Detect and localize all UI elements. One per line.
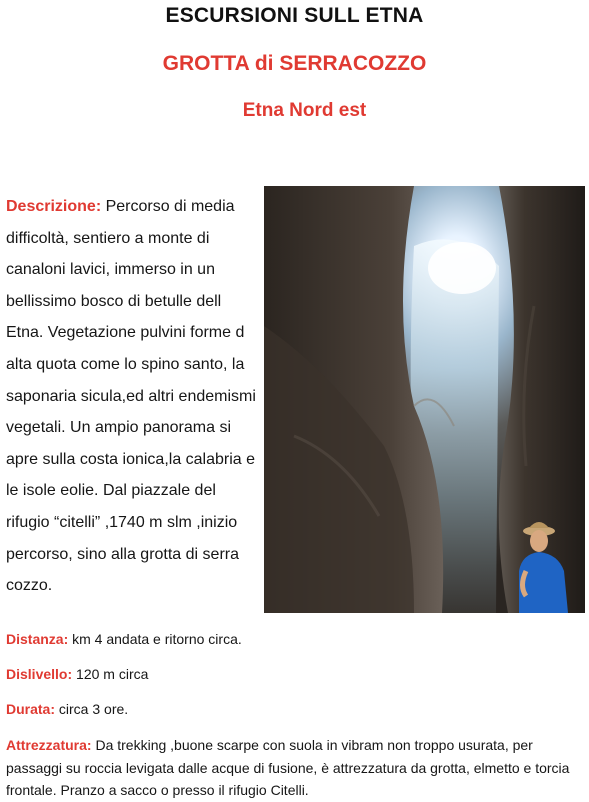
equipment-paragraph [6, 734, 584, 802]
distance-line [6, 631, 242, 647]
elevation-value: 120 m circa [72, 666, 149, 682]
description-paragraph [6, 191, 256, 602]
equipment-label: Attrezzatura: [6, 737, 92, 753]
page-title: ESCURSIONI SULL ETNA [165, 4, 424, 27]
distance-label: Distanza: [6, 631, 69, 647]
duration-line [6, 701, 128, 717]
equipment-value: Da trekking ,buone scarpe con suola in vibram non troppo usurata, per passaggi su roccia levigata dalle acque di fusione, è attrezzatura da grotta, elmetto e torcia frontale. Pranzo a sacco o presso il rifugio Citelli. [6, 737, 570, 798]
distance-value: km 4 andata e ritorno circa. [68, 631, 242, 647]
description-label: Descrizione: [6, 198, 102, 215]
duration-value: circa 3 ore. [55, 701, 129, 717]
description-text: Percorso di media difficoltà, sentiero a monte di canaloni lavici, immerso in un bellissimo bosco di betulle dell Etna. Vegetazione pulvini forme d alta quota come lo spino santo, la saponaria sicula,ed altri endemismi vegetali. Un ampio panorama si apre sulla costa ionica,la calabria e le isole eolie. Dal piazzale del rifugio “citelli” ,1740 m slm ,inizio percorso, sino alla grotta di serra cozzo. [6, 198, 256, 595]
cave-photo-illustration [264, 186, 585, 613]
duration-label: Durata: [6, 701, 56, 717]
area-label: Etna Nord est [242, 100, 367, 121]
cave-name: GROTTA di SERRACOZZO [162, 52, 427, 75]
elevation-label: Dislivello: [6, 666, 73, 682]
elevation-line [6, 666, 148, 682]
cave-photo [264, 186, 585, 613]
